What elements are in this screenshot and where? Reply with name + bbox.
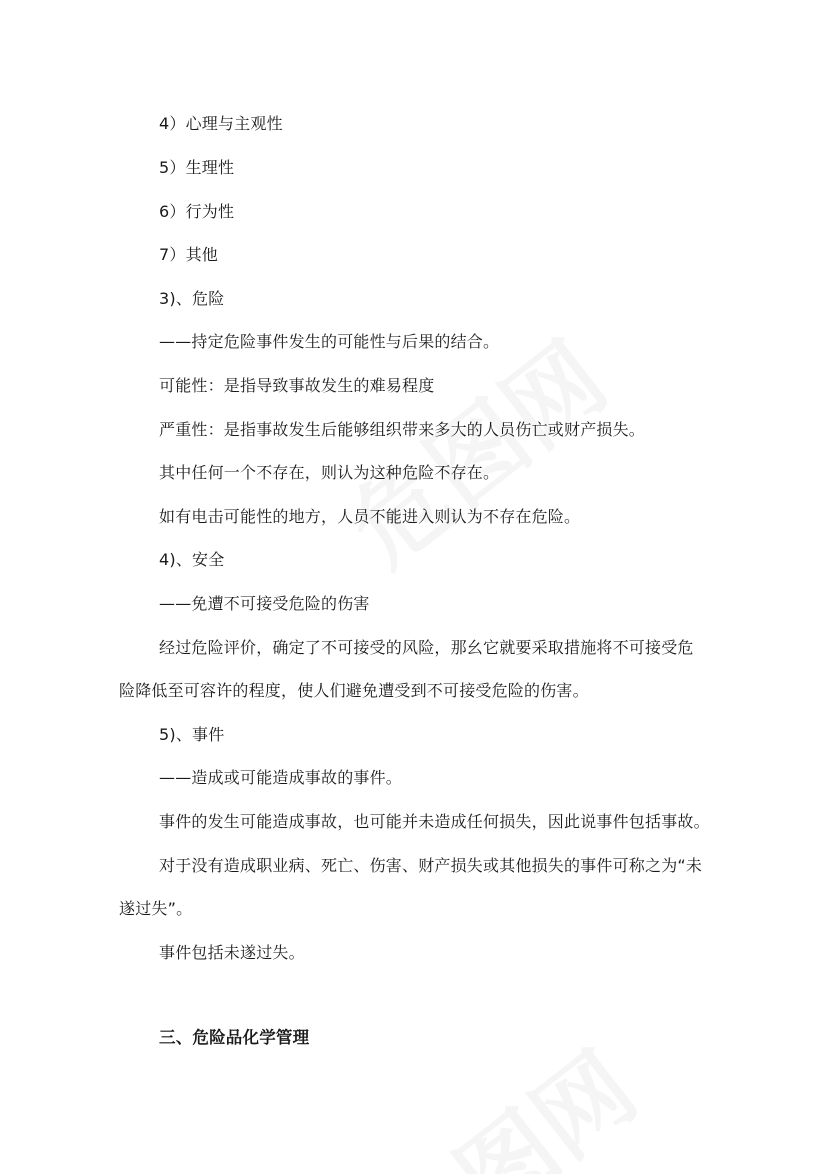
definition-event: ——造成或可能造成事故的事件。 [159,768,403,787]
paragraph-severity: 严重性：是指事故发生后能够组织带来多大的人员伤亡或财产损失。 [159,420,646,439]
paragraph-evaluation-line2: 险降低至可容许的程度，使人们避免遭受到不可接受危险的伤害。 [119,681,589,700]
subheading-event: 5)、事件 [159,725,225,744]
definition-safety: ——免遭不可接受危险的伤害 [159,594,370,613]
subheading-risk: 3)、危险 [159,289,225,308]
list-item-other: 7）其他 [159,245,218,264]
section-heading: 三、危险品化学管理 [159,1028,310,1047]
paragraph-either-absent: 其中任何一个不存在，则认为这种危险不存在。 [159,463,500,482]
paragraph-electric-example: 如有电击可能性的地方，人员不能进入则认为不存在危险。 [159,507,581,526]
paragraph-evaluation-line1: 经过危险评价，确定了不可接受的风险，那幺它就要采取措施将不可接受危 [159,638,694,657]
paragraph-near-miss-line1: 对于没有造成职业病、死亡、伤害、财产损失或其他损失的事件可称之为“未 [159,856,703,875]
watermark [348,1016,659,1174]
paragraph-event-includes-accident: 事件的发生可能造成事故，也可能并未造成任何损失，因此说事件包括事故。 [159,812,710,831]
paragraph-event-includes-near-miss: 事件包括未遂过失。 [159,943,305,962]
definition-risk: ——持定危险事件发生的可能性与后果的结合。 [159,332,500,351]
list-item-physiological: 5）生理性 [159,158,235,177]
list-item-behavioral: 6）行为性 [159,202,235,221]
paragraph-near-miss-line2: 遂过失”。 [119,899,193,918]
subheading-safety: 4)、安全 [159,550,225,569]
paragraph-possibility: 可能性：是指导致事故发生的难易程度 [159,376,435,395]
list-item-psychological: 4）心理与主观性 [159,114,283,133]
